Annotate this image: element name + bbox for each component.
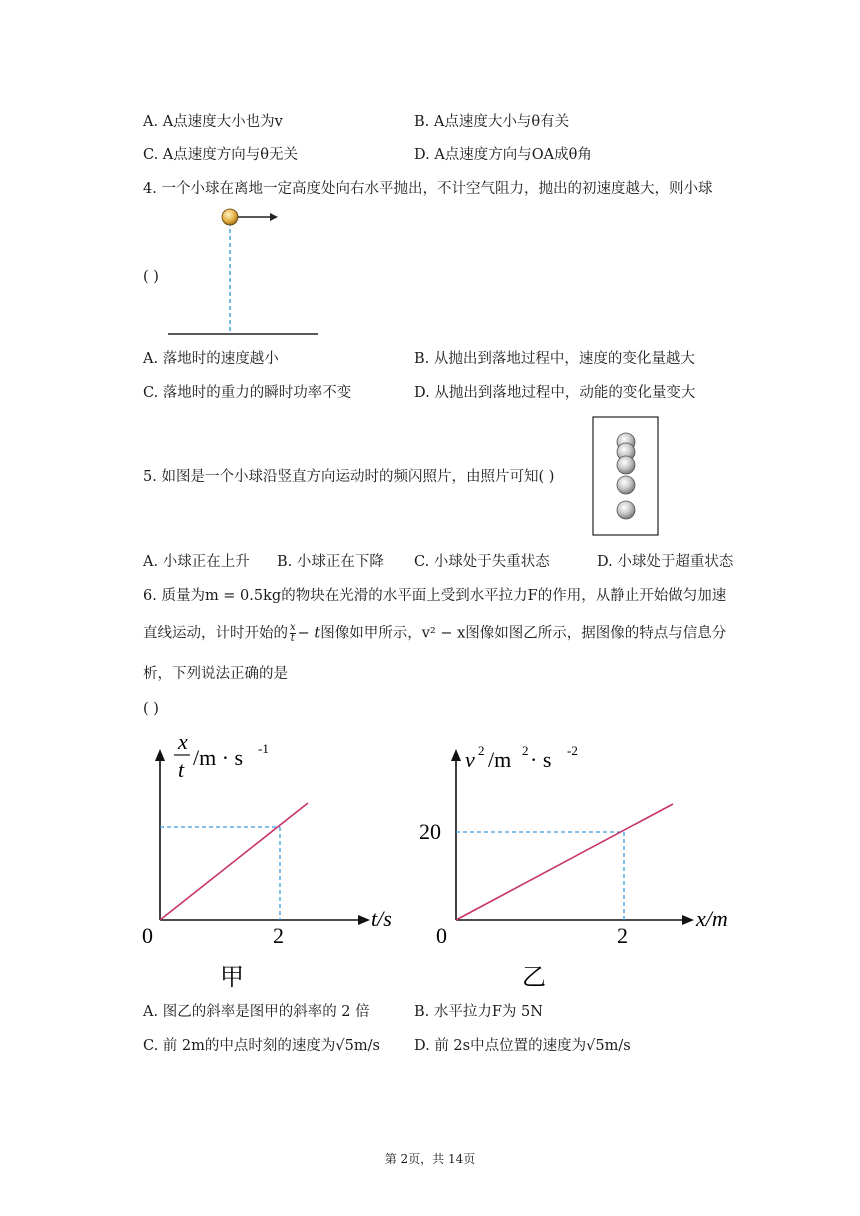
q4-option-a: A. 落地时的速度越小 [143,351,279,367]
q6-line2a: 直线运动，计时开始的 [143,625,288,642]
y-label: v [465,747,475,772]
q6-option-c: C. 前 2m的中点时刻的速度为√5m/s [143,1038,380,1054]
ball-icon [617,476,635,494]
y-unit2: · s [530,747,552,772]
origin-label: 0 [142,923,153,948]
q3-option-b: B. A点速度大小与θ有关 [414,114,570,130]
ball-icon [222,209,238,225]
q5-stem: 5. 如图是一个小球沿竖直方向运动时的频闪照片，由照片可知( ) [143,469,555,485]
q5-option-a: A. 小球正在上升 [143,554,250,570]
q4-option-c: C. 落地时的重力的瞬时功率不变 [143,385,352,401]
y-exp: -2 [567,743,578,758]
y-axis-arrow [155,749,165,761]
y-unit: /m · s [193,745,244,770]
x-label: t/s [371,906,392,931]
x-label: x/m [696,906,728,931]
q4-option-b: B. 从抛出到落地过程中，速度的变化量越大 [414,351,695,367]
ball-icon [617,501,635,519]
q6-minus-t: − t [297,625,321,642]
x-axis-arrow [682,915,694,925]
projectile-figure [160,205,330,340]
y-label-sq: 2 [478,743,485,758]
q5-option-d: D. 小球处于超重状态 [597,554,734,570]
caption: 乙 [522,965,546,990]
q5-option-b: B. 小球正在下降 [277,554,384,570]
x-tick-label: 2 [617,923,628,948]
q4-option-d: D. 从抛出到落地过程中，动能的变化量变大 [414,385,696,401]
x-tick-label: 2 [273,923,284,948]
velocity-arrow-head [270,213,278,221]
chart-jia [138,725,403,990]
q6-line2b: 图像如甲所示，v² − x图像如图乙所示，据图像的特点与信息分 [320,625,727,642]
origin-label: 0 [436,923,447,948]
y-tick-label: 20 [419,819,441,844]
y-exp: -1 [258,741,269,756]
q6-line3: 析，下列说法正确的是 [143,666,288,682]
y-unit-sq: 2 [522,743,529,758]
q6-fraction: $\frac{x}{t}$ [290,622,296,644]
chart-yi [412,725,752,990]
caption: 甲 [220,965,244,990]
y-label-den: t [178,757,185,782]
q3-option-d: D. A点速度方向与OA成θ角 [414,147,592,163]
q4-stem: 4. 一个小球在离地一定高度处向右水平抛出，不计空气阻力，抛出的初速度越大，则小球 [143,181,713,197]
q3-option-a: A. A点速度大小也为v [143,114,283,130]
q3-option-c: C. A点速度方向与θ无关 [143,147,298,163]
y-axis-arrow [451,749,461,761]
strobe-photo-figure [590,415,660,537]
q6-option-b: B. 水平拉力F为 5N [414,1004,543,1020]
y-unit: /m [488,747,512,772]
data-line [456,804,673,920]
ball-icon [617,456,635,474]
x-axis-arrow [358,915,370,925]
data-line [160,803,308,920]
page-footer: 第 2页，共 14页 [384,1152,476,1166]
q6-line1: 6. 质量为m = 0.5kg的物块在光滑的水平面上受到水平拉力F的作用，从静止开始做匀加速 [143,588,727,604]
q6-option-a: A. 图乙的斜率是图甲的斜率的 2 倍 [143,1004,370,1020]
y-label-num: x [178,729,188,754]
q6-line2 [143,623,726,644]
q6-paren: ( ) [143,701,159,717]
q6-option-d: D. 前 2s中点位置的速度为√5m/s [414,1038,631,1054]
q4-paren: ( ) [143,269,159,285]
q5-option-c: C. 小球处于失重状态 [414,554,550,570]
